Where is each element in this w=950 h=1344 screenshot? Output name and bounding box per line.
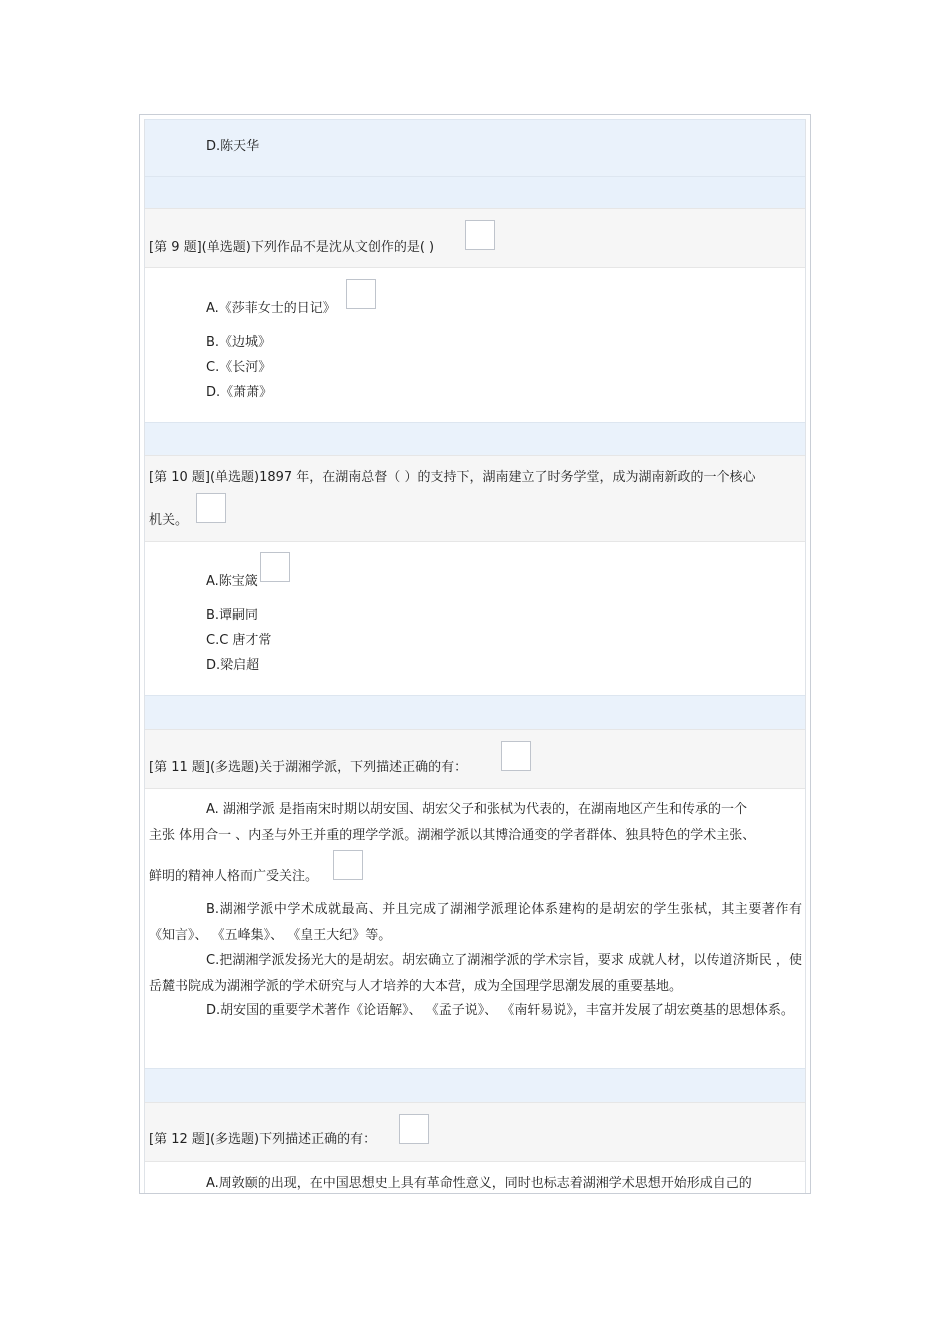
question-12-text: [第 12 题](多选题)下列描述正确的有： bbox=[149, 1132, 377, 1147]
option-d[interactable]: D.《萧萧》 bbox=[206, 385, 273, 400]
option-c[interactable]: C.《长河》 bbox=[206, 360, 272, 375]
option-d[interactable]: D.胡安国的重要学术著作《论语解》、 《孟子说》、 《南轩易说》，丰富并发展了胡宏奠基的思想体系。 bbox=[206, 1003, 794, 1018]
question-image-placeholder bbox=[196, 493, 226, 523]
question-image-placeholder bbox=[501, 741, 531, 771]
question-9-text: [第 9 题](单选题)下列作品不是沈从文创作的是( ) bbox=[149, 240, 435, 255]
option-a-line3[interactable]: 鲜明的精神人格而广受关注。 bbox=[149, 869, 319, 884]
option-image-placeholder bbox=[260, 552, 290, 582]
option-a[interactable]: A.《莎菲女士的日记》 bbox=[206, 301, 336, 316]
option-image-placeholder bbox=[346, 279, 376, 309]
exam-frame bbox=[139, 114, 811, 1194]
question-10-text-line1: [第 10 题](单选题)1897 年，在湖南总督（ ）的支持下，湖南建立了时务学堂，成为湖南新政的一个核心 bbox=[149, 470, 756, 485]
option-d[interactable]: D.梁启超 bbox=[206, 658, 260, 673]
option-b[interactable]: B.谭嗣同 bbox=[206, 608, 259, 623]
option-a-line1[interactable]: A. 湖湘学派 是指南宋时期以胡安国、胡宏父子和张栻为代表的，在湖南地区产生和传承的一个 bbox=[206, 802, 748, 817]
option-d[interactable]: D.陈天华 bbox=[206, 139, 260, 154]
question-10-text-line2: 机关。 bbox=[149, 513, 189, 528]
separator-band bbox=[145, 176, 805, 210]
option-a[interactable]: A.陈宝箴 bbox=[206, 574, 258, 589]
option-image-placeholder bbox=[333, 850, 363, 880]
question-11-text: [第 11 题](多选题)关于湖湘学派，下列描述正确的有： bbox=[149, 760, 468, 775]
separator-band bbox=[145, 422, 805, 457]
option-c[interactable]: C.把湖湘学派发扬光大的是胡宏。胡宏确立了湖湘学派的学术宗旨，要求 成就人材，以传道济斯民 ，使岳麓书院成为湖湘学派的学术研究与人才培养的大本营，成为全国理学思潮发展的重要基地。 bbox=[149, 953, 802, 994]
question-image-placeholder bbox=[399, 1114, 429, 1144]
option-c[interactable]: C.C 唐才常 bbox=[206, 633, 272, 648]
option-b[interactable]: B.《边城》 bbox=[206, 335, 272, 350]
option-a-line2[interactable]: 主张 体用合一 、内圣与外王并重的理学学派。湖湘学派以其博洽通变的学者群体、独具特色的学术主张、 bbox=[149, 828, 756, 843]
separator-band bbox=[145, 1068, 805, 1104]
option-b[interactable]: B.湖湘学派中学术成就最高、并且完成了湖湘学派理论体系建构的是胡宏的学生张栻，其主要著作有《知言》、 《五峰集》、 《皇王大纪》等。 bbox=[149, 902, 802, 943]
option-a[interactable]: A.周敦颐的出现，在中国思想史上具有革命性意义，同时也标志着湖湘学术思想开始形成自己的 bbox=[206, 1176, 752, 1191]
question-image-placeholder bbox=[465, 220, 495, 250]
separator-band bbox=[145, 695, 805, 731]
